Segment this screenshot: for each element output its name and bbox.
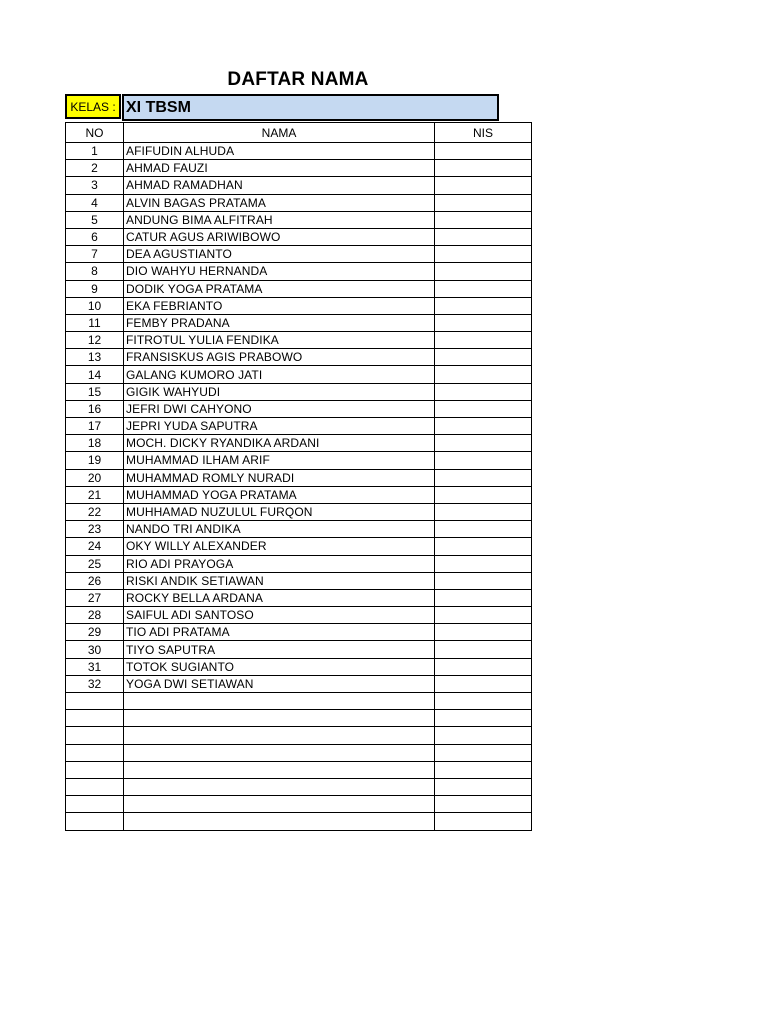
cell-nama: OKY WILLY ALEXANDER xyxy=(124,538,435,555)
cell-nama: JEFRI DWI CAHYONO xyxy=(124,400,435,417)
table-row xyxy=(66,624,532,641)
cell-no: 20 xyxy=(66,469,124,486)
table-row xyxy=(66,469,532,486)
cell-nama xyxy=(124,710,435,727)
cell-no: 26 xyxy=(66,572,124,589)
cell-nama xyxy=(124,813,435,830)
table-row xyxy=(66,710,532,727)
cell-nis xyxy=(435,486,532,503)
cell-nama: RISKI ANDIK SETIAWAN xyxy=(124,572,435,589)
cell-nama: YOGA DWI SETIAWAN xyxy=(124,675,435,692)
cell-nis xyxy=(435,418,532,435)
column-header-no: NO xyxy=(66,123,124,143)
cell-nama: JEPRI YUDA SAPUTRA xyxy=(124,418,435,435)
cell-no: 23 xyxy=(66,521,124,538)
cell-nama: EKA FEBRIANTO xyxy=(124,297,435,314)
cell-nama: TOTOK SUGIANTO xyxy=(124,658,435,675)
cell-nis xyxy=(435,143,532,160)
table-row xyxy=(66,263,532,280)
cell-nama: MOCH. DICKY RYANDIKA ARDANI xyxy=(124,435,435,452)
cell-nama: AFIFUDIN ALHUDA xyxy=(124,143,435,160)
cell-nis xyxy=(435,675,532,692)
cell-nama: ANDUNG BIMA ALFITRAH xyxy=(124,211,435,228)
table-row xyxy=(66,572,532,589)
cell-nis xyxy=(435,211,532,228)
table-row xyxy=(66,727,532,744)
page-title: DAFTAR NAMA xyxy=(227,69,369,90)
cell-no: 25 xyxy=(66,555,124,572)
cell-nis xyxy=(435,349,532,366)
table-row xyxy=(66,366,532,383)
cell-nis xyxy=(435,469,532,486)
table-row xyxy=(66,589,532,606)
cell-nama: ROCKY BELLA ARDANA xyxy=(124,589,435,606)
student-table-body xyxy=(66,143,532,831)
cell-no: 31 xyxy=(66,658,124,675)
cell-nis xyxy=(435,796,532,813)
cell-nama: DIO WAHYU HERNANDA xyxy=(124,263,435,280)
cell-nis xyxy=(435,658,532,675)
cell-nis xyxy=(435,177,532,194)
cell-nis xyxy=(435,435,532,452)
kelas-label: KELAS : xyxy=(65,94,121,119)
table-header-row xyxy=(66,123,532,143)
table-row xyxy=(66,280,532,297)
cell-nama: SAIFUL ADI SANTOSO xyxy=(124,607,435,624)
cell-nis xyxy=(435,813,532,830)
column-header-nama: NAMA xyxy=(124,123,435,143)
cell-nis xyxy=(435,366,532,383)
table-row xyxy=(66,486,532,503)
cell-no: 2 xyxy=(66,160,124,177)
cell-nis xyxy=(435,538,532,555)
cell-no xyxy=(66,796,124,813)
cell-no: 3 xyxy=(66,177,124,194)
cell-nama: DEA AGUSTIANTO xyxy=(124,246,435,263)
cell-no: 13 xyxy=(66,349,124,366)
cell-no: 5 xyxy=(66,211,124,228)
cell-nama: MUHHAMAD NUZULUL FURQON xyxy=(124,503,435,520)
table-row xyxy=(66,641,532,658)
table-row xyxy=(66,332,532,349)
table-row xyxy=(66,349,532,366)
cell-nama: CATUR AGUS ARIWIBOWO xyxy=(124,228,435,245)
cell-nama: GIGIK WAHYUDI xyxy=(124,383,435,400)
table-row xyxy=(66,194,532,211)
column-header-nis: NIS xyxy=(435,123,532,143)
cell-nama: MUHAMMAD ROMLY NURADI xyxy=(124,469,435,486)
table-row xyxy=(66,383,532,400)
cell-nis xyxy=(435,521,532,538)
cell-nama: FITROTUL YULIA FENDIKA xyxy=(124,332,435,349)
cell-nama xyxy=(124,778,435,795)
cell-nama: AHMAD FAUZI xyxy=(124,160,435,177)
table-row xyxy=(66,314,532,331)
cell-nama: AHMAD RAMADHAN xyxy=(124,177,435,194)
cell-no: 19 xyxy=(66,452,124,469)
cell-no: 29 xyxy=(66,624,124,641)
cell-no xyxy=(66,761,124,778)
cell-no xyxy=(66,778,124,795)
cell-no: 11 xyxy=(66,314,124,331)
table-row xyxy=(66,503,532,520)
cell-nis xyxy=(435,589,532,606)
table-row xyxy=(66,246,532,263)
table-row xyxy=(66,813,532,830)
cell-nis xyxy=(435,624,532,641)
cell-no xyxy=(66,813,124,830)
cell-nama xyxy=(124,761,435,778)
cell-no: 9 xyxy=(66,280,124,297)
cell-no: 28 xyxy=(66,607,124,624)
cell-nama: FRANSISKUS AGIS PRABOWO xyxy=(124,349,435,366)
cell-nis xyxy=(435,778,532,795)
cell-no: 8 xyxy=(66,263,124,280)
table-row xyxy=(66,538,532,555)
cell-nama: GALANG KUMORO JATI xyxy=(124,366,435,383)
cell-nis xyxy=(435,246,532,263)
cell-nis xyxy=(435,160,532,177)
table-row xyxy=(66,778,532,795)
cell-nis xyxy=(435,194,532,211)
cell-nama xyxy=(124,693,435,710)
cell-no: 21 xyxy=(66,486,124,503)
cell-nis xyxy=(435,383,532,400)
cell-nama: FEMBY PRADANA xyxy=(124,314,435,331)
table-row xyxy=(66,297,532,314)
table-row xyxy=(66,796,532,813)
cell-nama: TIYO SAPUTRA xyxy=(124,641,435,658)
cell-nis xyxy=(435,400,532,417)
cell-nis xyxy=(435,727,532,744)
cell-nis xyxy=(435,503,532,520)
cell-no: 17 xyxy=(66,418,124,435)
cell-nama: RIO ADI PRAYOGA xyxy=(124,555,435,572)
cell-no xyxy=(66,710,124,727)
cell-no: 12 xyxy=(66,332,124,349)
cell-no: 30 xyxy=(66,641,124,658)
cell-nama xyxy=(124,796,435,813)
cell-nis xyxy=(435,314,532,331)
table-row xyxy=(66,693,532,710)
cell-no: 1 xyxy=(66,143,124,160)
cell-nis xyxy=(435,607,532,624)
cell-no: 16 xyxy=(66,400,124,417)
cell-no: 32 xyxy=(66,675,124,692)
table-row xyxy=(66,228,532,245)
cell-nis xyxy=(435,710,532,727)
table-row xyxy=(66,675,532,692)
table-row xyxy=(66,761,532,778)
table-row xyxy=(66,143,532,160)
cell-nis xyxy=(435,761,532,778)
table-row xyxy=(66,418,532,435)
cell-no: 18 xyxy=(66,435,124,452)
cell-nama: DODIK YOGA PRATAMA xyxy=(124,280,435,297)
cell-nis xyxy=(435,228,532,245)
cell-no xyxy=(66,744,124,761)
cell-no: 22 xyxy=(66,503,124,520)
cell-nis xyxy=(435,297,532,314)
table-row xyxy=(66,177,532,194)
cell-no: 14 xyxy=(66,366,124,383)
table-row xyxy=(66,435,532,452)
table-row xyxy=(66,160,532,177)
cell-nis xyxy=(435,744,532,761)
cell-nis xyxy=(435,572,532,589)
cell-no: 27 xyxy=(66,589,124,606)
cell-nama xyxy=(124,744,435,761)
table-row xyxy=(66,658,532,675)
cell-nama: MUHAMMAD ILHAM ARIF xyxy=(124,452,435,469)
cell-nis xyxy=(435,452,532,469)
table-row xyxy=(66,521,532,538)
table-row xyxy=(66,744,532,761)
table-row xyxy=(66,607,532,624)
cell-no: 7 xyxy=(66,246,124,263)
table-row xyxy=(66,400,532,417)
cell-nis xyxy=(435,263,532,280)
cell-nis xyxy=(435,332,532,349)
cell-nis xyxy=(435,280,532,297)
cell-nis xyxy=(435,555,532,572)
table-row xyxy=(66,211,532,228)
cell-nama xyxy=(124,727,435,744)
table-row xyxy=(66,452,532,469)
cell-no: 6 xyxy=(66,228,124,245)
table-row xyxy=(66,555,532,572)
cell-no: 4 xyxy=(66,194,124,211)
cell-no xyxy=(66,727,124,744)
cell-nama: NANDO TRI ANDIKA xyxy=(124,521,435,538)
cell-no: 24 xyxy=(66,538,124,555)
cell-no: 10 xyxy=(66,297,124,314)
student-table xyxy=(65,122,532,831)
cell-nama: ALVIN BAGAS PRATAMA xyxy=(124,194,435,211)
kelas-value: XI TBSM xyxy=(122,94,499,121)
cell-no: 15 xyxy=(66,383,124,400)
cell-nama: MUHAMMAD YOGA PRATAMA xyxy=(124,486,435,503)
cell-no xyxy=(66,693,124,710)
cell-nama: TIO ADI PRATAMA xyxy=(124,624,435,641)
cell-nis xyxy=(435,693,532,710)
cell-nis xyxy=(435,641,532,658)
